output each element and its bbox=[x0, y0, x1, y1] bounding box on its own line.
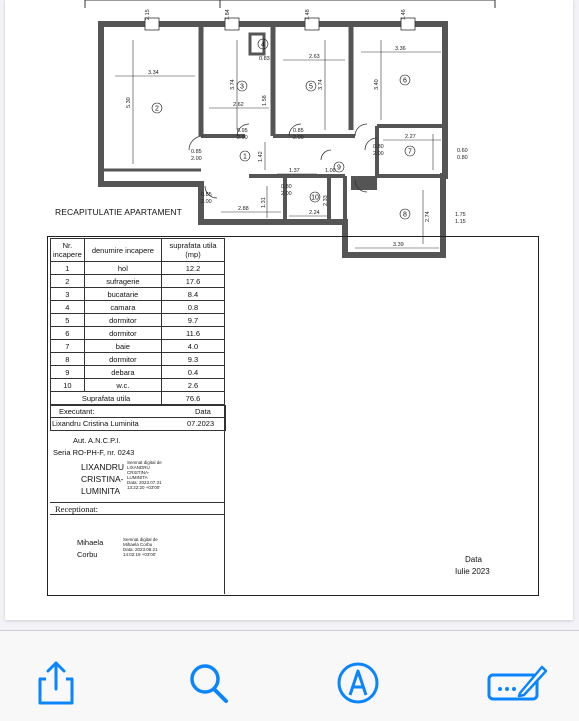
room-area: 4.0 bbox=[162, 340, 225, 353]
table-row bbox=[51, 353, 225, 366]
room-name: w.c. bbox=[84, 379, 161, 392]
room-area: 2.6 bbox=[162, 379, 225, 392]
table-row bbox=[51, 314, 225, 327]
row-number: 3 bbox=[51, 288, 85, 301]
table-row bbox=[51, 379, 225, 392]
fill-and-sign-button[interactable] bbox=[486, 659, 548, 707]
receptionat-name-1: Mihaela bbox=[77, 538, 104, 547]
digital-signature-receptionat: Semnat digital de Mihaela Corbu Data: 2023.08.21 14:02:19 +03'00' bbox=[123, 537, 158, 557]
dim-label: 2.15 bbox=[145, 9, 151, 20]
room-label: 7 bbox=[408, 148, 412, 156]
receptionat-label: Receptionat: bbox=[55, 504, 98, 514]
room-name: sufragerie bbox=[84, 275, 161, 288]
room-area: 9.3 bbox=[162, 353, 225, 366]
authorization: Aut. A.N.C.P.I. bbox=[73, 436, 121, 445]
search-icon bbox=[184, 659, 232, 707]
row-number: 6 bbox=[51, 327, 85, 340]
markup-button[interactable] bbox=[334, 659, 382, 707]
receptionat-name-2: Corbu bbox=[77, 550, 98, 559]
room-name: dormitor bbox=[84, 314, 161, 327]
dim-label: 3.74 bbox=[318, 79, 324, 90]
dim-label: 3.40 bbox=[374, 79, 380, 90]
dim-label: 0.60 bbox=[457, 148, 468, 154]
room-name: baie bbox=[84, 340, 161, 353]
row-number: 4 bbox=[51, 301, 85, 314]
room-name: dormitor bbox=[84, 327, 161, 340]
header-area: suprafata utila (mp) bbox=[162, 239, 225, 262]
dim-label: 0.80 bbox=[281, 184, 292, 190]
dim-label: 3.34 bbox=[148, 70, 159, 76]
dim-label: 5.30 bbox=[126, 97, 132, 108]
total-label: Suprafata utila bbox=[51, 392, 162, 405]
dim-label: 1.84 bbox=[225, 9, 231, 20]
digital-signature-executant: Semnat digital de LIXANDRU CRISTINA- LUMINITA Data: 2023.07.31 13:22:20 +03'00' bbox=[127, 460, 162, 490]
dim-label: 1.48 bbox=[305, 9, 311, 20]
dim-label: 1.75 bbox=[455, 212, 466, 218]
dim-label: 1.37 bbox=[289, 168, 300, 174]
dim-label: 2.00 bbox=[237, 135, 248, 141]
dim-label: 0.80 bbox=[373, 144, 384, 150]
signature-name-1: LIXANDRU bbox=[81, 462, 124, 472]
room-name: camara bbox=[84, 301, 161, 314]
dim-label: 2.63 bbox=[309, 54, 320, 60]
dim-label: 2.24 bbox=[309, 210, 320, 216]
signature-name-3: LUMINITA bbox=[81, 486, 121, 496]
row-number: 2 bbox=[51, 275, 85, 288]
dim-label: 2.74 bbox=[425, 211, 431, 222]
document-page bbox=[5, 0, 573, 620]
dim-label: 3.39 bbox=[393, 242, 404, 248]
table-row bbox=[51, 327, 225, 340]
rooms-table bbox=[50, 238, 225, 405]
executant-date: 07.2023 bbox=[187, 419, 215, 428]
dim-label: 2.27 bbox=[405, 134, 416, 140]
signature-icon bbox=[486, 659, 548, 707]
dim-label: 1.15 bbox=[455, 219, 466, 225]
dim-label: 2.62 bbox=[233, 102, 244, 108]
share-button[interactable] bbox=[32, 659, 80, 707]
floor-plan bbox=[5, 0, 573, 270]
table-row bbox=[51, 340, 225, 353]
room-name: debara bbox=[84, 366, 161, 379]
room-area: 8.4 bbox=[162, 288, 225, 301]
row-number: 5 bbox=[51, 314, 85, 327]
dim-label: 2.33 bbox=[323, 195, 329, 206]
dim-label: 3.36 bbox=[395, 46, 406, 52]
dim-label: 3.74 bbox=[230, 79, 236, 90]
dim-label: 1.58 bbox=[262, 95, 268, 106]
room-name: dormitor bbox=[84, 353, 161, 366]
date-label: Data bbox=[465, 555, 482, 564]
dim-label: 0.85 bbox=[201, 192, 212, 198]
room-area: 0.8 bbox=[162, 301, 225, 314]
markup-icon bbox=[334, 659, 382, 707]
room-area: 11.6 bbox=[162, 327, 225, 340]
seria: Seria RO-PH-F, nr. 0243 bbox=[53, 448, 135, 457]
room-label: 5 bbox=[309, 83, 313, 91]
room-name: hol bbox=[84, 262, 161, 275]
header-name: denumire incapere bbox=[84, 239, 161, 262]
total-row bbox=[51, 392, 225, 405]
search-button[interactable] bbox=[184, 659, 232, 707]
dim-label: 0.85 bbox=[191, 149, 202, 155]
dim-label: 2.00 bbox=[191, 156, 202, 162]
executant-label: Executant: bbox=[59, 407, 95, 416]
total-value: 76.6 bbox=[162, 392, 225, 405]
share-icon bbox=[32, 659, 80, 707]
room-label: 6 bbox=[403, 77, 407, 85]
row-number: 7 bbox=[51, 340, 85, 353]
table-row bbox=[51, 262, 225, 275]
row-number: 10 bbox=[51, 379, 85, 392]
room-area: 12.2 bbox=[162, 262, 225, 275]
dim-label: 1.31 bbox=[261, 197, 267, 208]
date-value: Iulie 2023 bbox=[455, 567, 490, 576]
dim-label: 2.00 bbox=[201, 199, 212, 205]
dim-label: 1.00 bbox=[325, 168, 336, 174]
row-number: 8 bbox=[51, 353, 85, 366]
dim-label: 0.83 bbox=[259, 56, 270, 62]
room-area: 9.7 bbox=[162, 314, 225, 327]
table-row bbox=[51, 275, 225, 288]
table-row bbox=[51, 288, 225, 301]
executant-name: Lixandru Cristina Luminita bbox=[52, 419, 139, 428]
room-name: bucatarie bbox=[84, 288, 161, 301]
dim-label: 0.85 bbox=[293, 128, 304, 134]
room-label: 9 bbox=[337, 164, 341, 172]
room-label: 3 bbox=[240, 83, 244, 91]
room-area: 0.4 bbox=[162, 366, 225, 379]
executant-date-label: Data bbox=[195, 407, 211, 416]
table-row bbox=[51, 301, 225, 314]
plan-title: RECAPITULATIE APARTAMENT bbox=[55, 207, 182, 217]
dim-label: 0.80 bbox=[457, 155, 468, 161]
room-area: 17.6 bbox=[162, 275, 225, 288]
dim-label: 2.00 bbox=[293, 135, 304, 141]
table-row bbox=[51, 366, 225, 379]
room-label: 1 bbox=[243, 153, 247, 161]
row-number: 9 bbox=[51, 366, 85, 379]
bottom-toolbar bbox=[0, 630, 579, 721]
room-label: 4 bbox=[261, 41, 265, 49]
dim-label: 2.00 bbox=[373, 151, 384, 157]
row-number: 1 bbox=[51, 262, 85, 275]
room-label: 8 bbox=[403, 211, 407, 219]
dim-label: 2.88 bbox=[238, 206, 249, 212]
dim-label: 0.95 bbox=[237, 128, 248, 134]
room-label: 10 bbox=[311, 194, 319, 202]
dim-label: 1.42 bbox=[258, 151, 264, 162]
table-header-row bbox=[51, 239, 225, 262]
dim-label: 2.00 bbox=[281, 191, 292, 197]
room-label: 2 bbox=[155, 105, 159, 113]
signature-name-2: CRISTINA- bbox=[81, 474, 124, 484]
header-nr: Nr. incapere bbox=[51, 239, 85, 262]
dim-label: 1.46 bbox=[401, 9, 407, 20]
